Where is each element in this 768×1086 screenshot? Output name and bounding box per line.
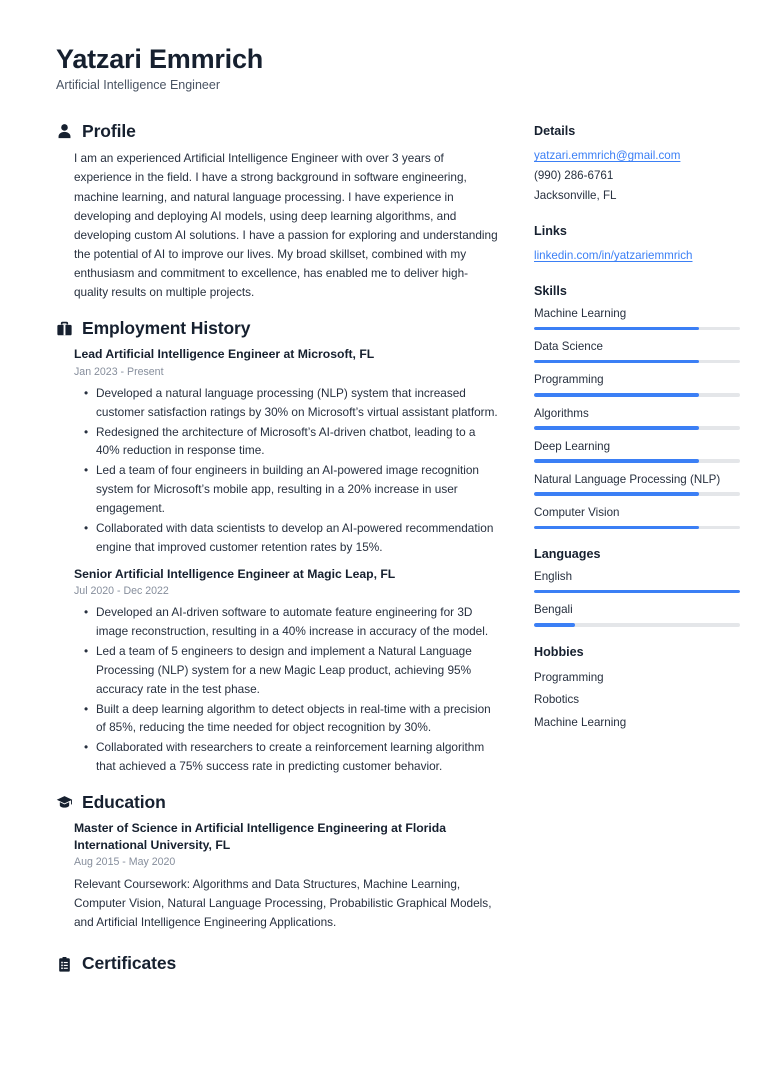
education-entry-description: Relevant Coursework: Algorithms and Data Structures, Machine Learning, Computer Vision, Natural Language Processing, Probabilistic Graphical Models, and Artificial Intelligence Engineering Applications. [74,876,492,929]
section-title-certificates: Certificates [82,953,177,974]
skill-level-fill [534,360,699,364]
briefcase-icon [56,320,73,337]
skill-level-track [534,492,740,496]
employment-heading-row [56,319,500,338]
language-label: Bengali [534,603,573,617]
employment-entry-date: Jul 2020 - Dec 2022 [74,584,169,597]
list-item: • Collaborated with researchers to create a reinforcement learning algorithm that achieved a 75% success rate in predicting customer behavior. [96,738,500,776]
profile-heading-row [56,122,500,141]
language-level-fill [534,623,575,627]
employment-entry-title: Senior Artificial Intelligence Engineer at Magic Leap, FL [74,566,396,581]
sidebar-hobbies [534,645,740,735]
sidebar-title-details: Details [534,124,576,139]
employment-entry-bullets [74,603,500,776]
resume-header [56,44,724,92]
employment-body [56,346,500,776]
phone-text: (990) 286-6761 [534,169,614,183]
language-level-track [534,623,740,627]
sidebar-column [534,122,740,752]
education-entry-date: Aug 2015 - May 2020 [74,856,176,869]
graduation-cap-icon [56,794,73,811]
sidebar-skills [534,284,740,529]
education-entry-title: Master of Science in Artificial Intelligence Engineering at Florida International University, FL [74,821,447,853]
language-item [534,602,740,626]
language-label: English [534,570,573,584]
main-column [56,122,500,991]
employment-entry [74,566,500,776]
language-level-fill [534,590,740,594]
linkedin-link[interactable]: linkedin.com/in/yatzariemmrich [534,249,693,263]
hobby-item: Programming [534,670,604,684]
skill-item [534,505,740,529]
candidate-name: Yatzari Emmrich [56,44,264,74]
section-education [56,793,500,931]
candidate-job-title: Artificial Intelligence Engineer [56,78,220,93]
list-item: • Redesigned the architecture of Microsoft’s AI-driven chatbot, leading to a 40% reduction in response time. [96,423,500,461]
language-item [534,569,740,593]
skill-label: Natural Language Processing (NLP) [534,472,721,486]
skill-item [534,472,740,496]
education-body [56,820,500,931]
section-certificates [56,954,500,973]
skill-level-fill [534,492,699,496]
sidebar-details [534,124,740,206]
resume-body [56,122,724,991]
sidebar-title-languages: Languages [534,547,601,562]
skill-label: Algorithms [534,406,589,420]
skill-item [534,339,740,363]
skill-level-track [534,360,740,364]
skill-level-track [534,426,740,430]
sidebar-title-skills: Skills [534,284,567,299]
sidebar-languages [534,547,740,626]
email-link[interactable]: yatzari.emmrich@gmail.com [534,149,681,163]
sidebar-title-links: Links [534,223,567,238]
hobby-item: Robotics [534,693,580,707]
skill-level-fill [534,526,699,530]
profile-body [56,149,500,302]
education-heading-row [56,793,500,812]
skill-level-track [534,526,740,530]
skill-label: Machine Learning [534,307,627,321]
skill-label: Computer Vision [534,505,620,519]
sidebar-links [534,224,740,266]
employment-entry [74,346,500,556]
employment-entry-date: Jan 2023 - Present [74,365,164,378]
section-title-profile: Profile [82,121,136,142]
profile-text: I am an experienced Artificial Intelligence Engineer with over 3 years of experience in the field. I have a strong background in software engineering, machine learning, and natural language processing. I have experience in developing and deploying AI models, using deep learning algorithms, and developing custom AI solutions. I have a passion for exploring and understanding the potential of AI to improve our lives. My broad skillset, combined with my enthusiasm and commitment to excellence, has enabled me to deliver high-quality results on multiple projects. [74,151,498,300]
section-profile [56,122,500,302]
skill-item [534,439,740,463]
skill-level-fill [534,327,699,331]
skill-level-fill [534,393,699,397]
skill-item [534,306,740,330]
section-title-employment: Employment History [82,318,251,339]
list-item: • Developed a natural language processing (NLP) system that increased customer satisfaction ratings by 30% on Microsoft’s virtual assistant platform. [96,384,500,422]
list-item: • Led a team of 5 engineers to design and implement a Natural Language Processing (NLP) system for a new Magic Leap product, achieving 95% accuracy rate in the test phase. [96,642,500,699]
skill-level-fill [534,459,699,463]
skill-item [534,406,740,430]
clipboard-icon [56,956,73,973]
list-item: • Led a team of four engineers in building an AI-powered image recognition system for Microsoft’s mobile app, resulting in a 20% increase in user engagement. [96,461,500,518]
location-text: Jacksonville, FL [534,189,617,203]
certificates-heading-row [56,954,500,973]
language-level-track [534,590,740,594]
skill-level-track [534,327,740,331]
skill-item [534,372,740,396]
list-item: • Developed an AI-driven software to automate feature engineering for 3D image reconstruction, resulting in a 40% increase in accuracy of the model. [96,603,500,641]
education-entry [74,820,500,931]
sidebar-title-hobbies: Hobbies [534,644,584,659]
skill-level-fill [534,426,699,430]
list-item: • Collaborated with data scientists to develop an AI-powered recommendation engine that improved customer retention rates by 15%. [96,519,500,557]
hobby-item: Machine Learning [534,715,627,729]
employment-entry-bullets [74,384,500,557]
employment-entry-title: Lead Artificial Intelligence Engineer at Microsoft, FL [74,347,375,362]
skill-label: Data Science [534,340,603,354]
skill-label: Deep Learning [534,439,611,453]
skill-level-track [534,459,740,463]
list-item: • Built a deep learning algorithm to detect objects in real-time with a precision of 85%, reducing the time needed for object recognition by 30%. [96,700,500,738]
section-employment [56,319,500,776]
section-title-education: Education [82,792,166,813]
skill-label: Programming [534,373,604,387]
person-icon [56,123,73,140]
skill-level-track [534,393,740,397]
